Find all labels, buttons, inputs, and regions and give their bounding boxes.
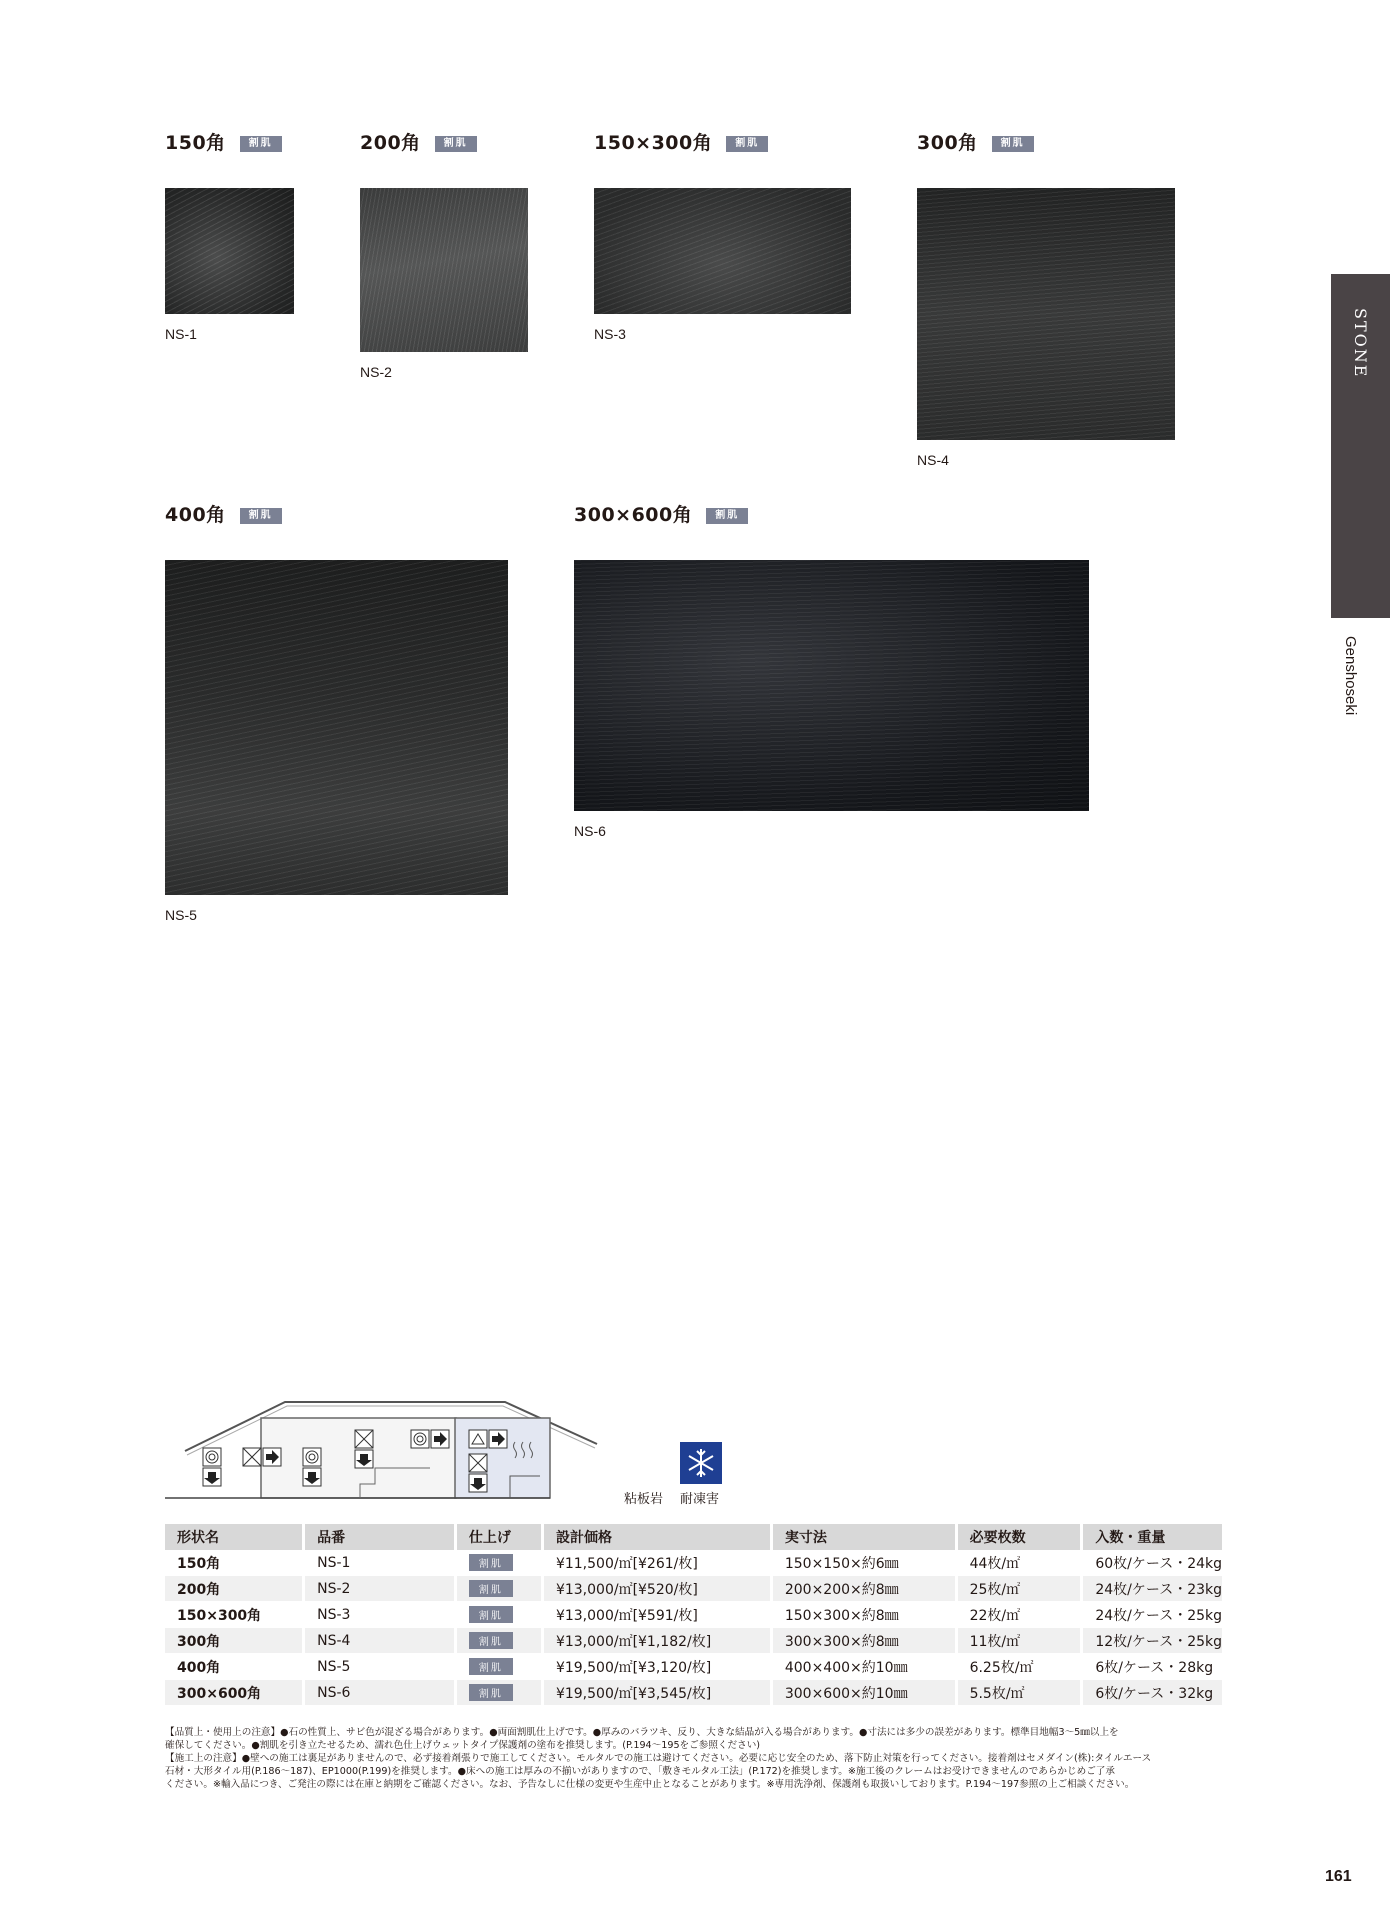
cell-dimensions: 200×200×約8㎜ [771,1576,956,1602]
cell-finish [455,1550,542,1576]
material-label: 粘板岩 [624,1492,664,1507]
cell-price: ¥13,000/㎡[¥520/枚] [542,1576,771,1602]
tile-image-ns3 [594,188,851,314]
cell-code: NS-2 [304,1576,456,1602]
cell-dimensions: 300×300×約8㎜ [771,1628,956,1654]
spec-table [165,1524,1225,1706]
finish-badge: 割肌 [469,1554,513,1571]
note-line: 確保してください。●割肌を引き立たせるため、濡れ色仕上げウェットタイプ保護剤の塗布を推奨します。(P.194～195をご参照ください) [165,1740,761,1751]
frost-label: 耐凍害 [680,1492,720,1507]
cell-price: ¥13,000/㎡[¥1,182/枚] [542,1628,771,1654]
cell-code: NS-6 [304,1680,456,1706]
tile-image-ns2 [360,188,528,352]
finish-badge: 割肌 [240,136,282,152]
cell-finish [455,1602,542,1628]
tile-code: NS-6 [574,823,606,839]
tile-title-400 [165,500,282,527]
cell-shape: 300×600角 [165,1680,304,1706]
cell-packing: 60枚/ケース・24kg [1082,1550,1224,1576]
tile-code: NS-1 [165,326,197,342]
tile-code: NS-5 [165,907,197,923]
tile-image-ns6 [574,560,1089,811]
cell-dimensions: 150×300×約8㎜ [771,1602,956,1628]
finish-badge: 割肌 [726,136,768,152]
cell-code: NS-1 [304,1550,456,1576]
cell-code: NS-3 [304,1602,456,1628]
cell-price: ¥19,500/㎡[¥3,120/枚] [542,1654,771,1680]
cell-dimensions: 400×400×約10㎜ [771,1654,956,1680]
table-row [165,1550,1224,1576]
finish-badge: 割肌 [469,1606,513,1623]
note-line: 【施工上の注意】●壁への施工は裏足がありませんので、必ず接着剤張りで施工してください。モルタルでの施工は避けてください。必要に応じ安全のため、落下防止対策を行ってください。接着剤はセメダイン(株):タイルエース [165,1753,1152,1764]
header-packing: 入数・重量 [1082,1524,1224,1550]
cell-shape: 400角 [165,1654,304,1680]
tile-title-300 [917,128,1034,155]
cell-price: ¥11,500/㎡[¥261/枚] [542,1550,771,1576]
finish-badge: 割肌 [469,1632,513,1649]
table-row [165,1576,1224,1602]
tile-size-label: 300×600角 [574,504,693,526]
note-line: 【品質上・使用上の注意】●石の性質上、サビ色が混ざる場合があります。●両面割肌仕上げです。●厚みのバラツキ、反り、大きな結晶が入る場合があります。●寸法には多少の誤差があります。標準目地幅3～5㎜以上を [165,1727,1119,1738]
finish-badge: 割肌 [706,508,748,524]
usage-area-diagram [165,1396,605,1506]
cell-dimensions: 300×600×約10㎜ [771,1680,956,1706]
tile-title-150 [165,128,282,155]
usage-notes [165,1726,1227,1791]
cell-packing: 24枚/ケース・25kg [1082,1602,1224,1628]
header-dimensions: 実寸法 [771,1524,956,1550]
header-code: 品番 [304,1524,456,1550]
cell-shape: 150角 [165,1550,304,1576]
tile-size-label: 400角 [165,504,226,526]
cell-quantity: 44枚/㎡ [956,1550,1082,1576]
cell-finish [455,1654,542,1680]
cell-dimensions: 150×150×約6㎜ [771,1550,956,1576]
table-row [165,1602,1224,1628]
cell-code: NS-4 [304,1628,456,1654]
cell-shape: 150×300角 [165,1602,304,1628]
cell-packing: 6枚/ケース・28kg [1082,1654,1224,1680]
cell-price: ¥19,500/㎡[¥3,545/枚] [542,1680,771,1706]
cell-code: NS-5 [304,1654,456,1680]
tile-image-ns1 [165,188,294,314]
header-quantity: 必要枚数 [956,1524,1082,1550]
tile-code: NS-2 [360,364,392,380]
header-shape: 形状名 [165,1524,304,1550]
tile-code: NS-3 [594,326,626,342]
header-price: 設計価格 [542,1524,771,1550]
cell-quantity: 6.25枚/㎡ [956,1654,1082,1680]
cell-packing: 24枚/ケース・23kg [1082,1576,1224,1602]
tile-size-label: 150角 [165,132,226,154]
header-finish: 仕上げ [455,1524,542,1550]
table-header-row [165,1524,1224,1550]
note-line: ください。※輸入品につき、ご発注の際には在庫と納期をご確認ください。なお、予告なしに仕様の変更や生産中止となることがあります。※専用洗浄剤、保護剤も取扱いしております。P.194～197参照の上ご相談ください。 [165,1779,1135,1790]
category-tab [1331,274,1390,618]
cell-shape: 200角 [165,1576,304,1602]
tile-title-150x300 [594,128,768,155]
tile-title-200 [360,128,477,155]
cell-packing: 12枚/ケース・25kg [1082,1628,1224,1654]
tile-title-300x600 [574,500,748,527]
cell-shape: 300角 [165,1628,304,1654]
frost-resistance-icon [680,1442,722,1484]
finish-badge: 割肌 [469,1684,513,1701]
tile-image-ns5 [165,560,508,895]
tile-image-ns4 [917,188,1175,440]
cell-packing: 6枚/ケース・32kg [1082,1680,1224,1706]
tile-code: NS-4 [917,452,949,468]
tile-size-label: 300角 [917,132,978,154]
finish-badge: 割肌 [992,136,1034,152]
cell-finish [455,1628,542,1654]
finish-badge: 割肌 [240,508,282,524]
table-row [165,1654,1224,1680]
cell-quantity: 5.5枚/㎡ [956,1680,1082,1706]
cell-finish [455,1680,542,1706]
page-number: 161 [1325,1868,1352,1885]
category-label: STONE [1351,308,1370,379]
cell-price: ¥13,000/㎡[¥591/枚] [542,1602,771,1628]
cell-finish [455,1576,542,1602]
tile-size-label: 150×300角 [594,132,713,154]
cell-quantity: 25枚/㎡ [956,1576,1082,1602]
finish-badge: 割肌 [435,136,477,152]
table-row [165,1628,1224,1654]
table-row [165,1680,1224,1706]
cell-quantity: 11枚/㎡ [956,1628,1082,1654]
finish-badge: 割肌 [469,1658,513,1675]
series-label: Genshoseki [1342,636,1359,716]
tile-size-label: 200角 [360,132,421,154]
finish-badge: 割肌 [469,1580,513,1597]
cell-quantity: 22枚/㎡ [956,1602,1082,1628]
note-line: 石材・大形タイル用(P.186～187)、EP1000(P.199)を推奨します。●床への施工は厚みの不揃いがありますので、「敷きモルタル工法」(P.172)を推奨します。※施工後のクレームはお受けできませんのであらかじめご了承 [165,1766,1115,1777]
